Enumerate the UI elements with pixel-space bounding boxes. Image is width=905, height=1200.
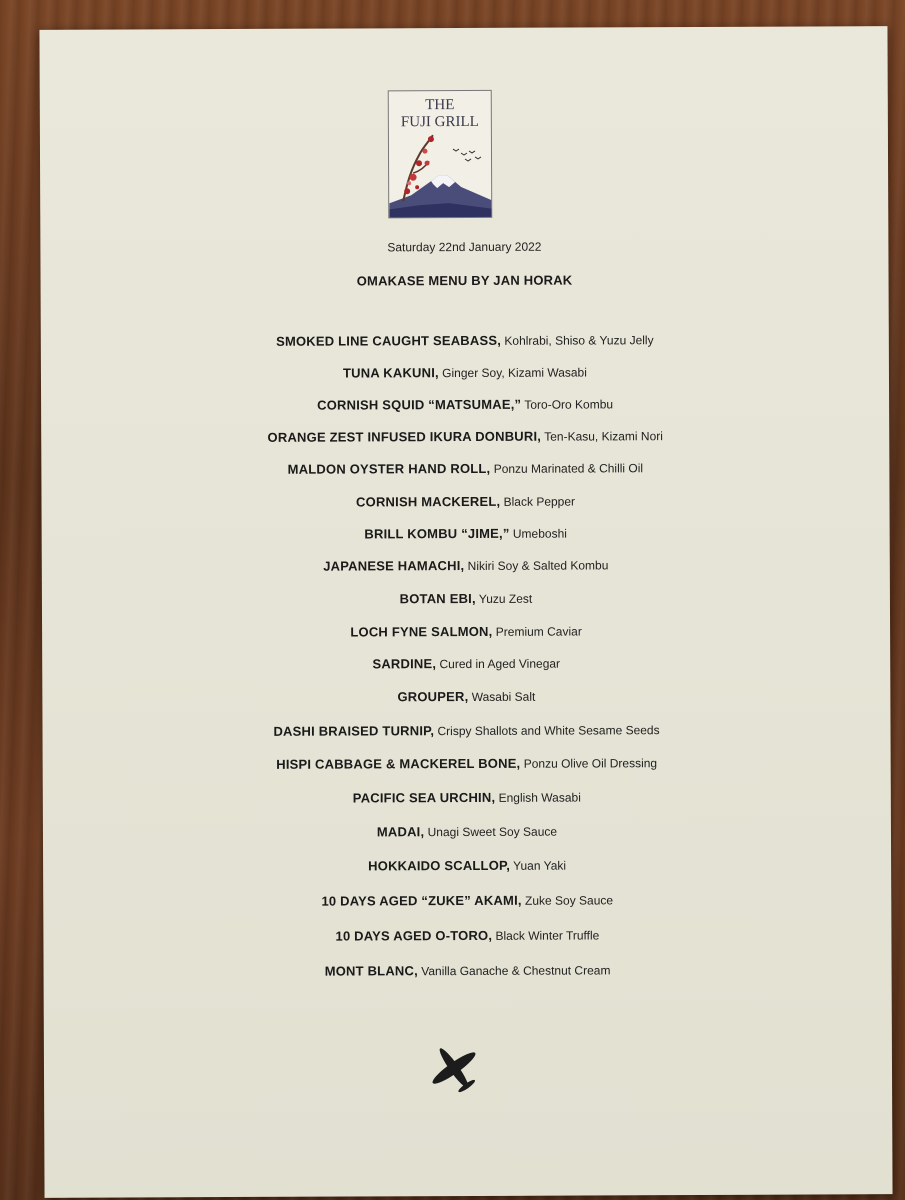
course-item <box>41 459 889 478</box>
course-description: Wasabi Salt <box>468 689 536 704</box>
course-dish: BOTAN EBI, <box>399 590 476 607</box>
course-item <box>41 492 889 511</box>
course-item <box>42 556 890 575</box>
course-item <box>42 654 890 673</box>
course-description: Ponzu Olive Oil Dressing <box>520 756 658 771</box>
course-dish: LOCH FYNE SALMON, <box>350 623 493 640</box>
course-description: Ponzu Marinated & Chilli Oil <box>490 461 644 476</box>
course-description: Crispy Shallots and White Sesame Seeds <box>434 723 660 739</box>
course-dish: MADAI, <box>376 824 425 840</box>
course-dish: PACIFIC SEA URCHIN, <box>352 789 496 806</box>
course-description: Vanilla Ganache & Chestnut Cream <box>417 963 611 979</box>
course-dish: 10 DAYS AGED O-TORO, <box>335 927 493 944</box>
course-dish: HISPI CABBAGE & MACKEREL BONE, <box>276 755 521 772</box>
course-item <box>41 331 889 350</box>
course-description: Toro-Oro Kombu <box>521 397 614 412</box>
course-dish: 10 DAYS AGED “ZUKE” AKAMI, <box>321 892 522 909</box>
course-item <box>43 926 891 945</box>
restaurant-logo <box>388 90 493 218</box>
course-description: Yuan Yaki <box>509 858 567 873</box>
course-description: Ten-Kasu, Kizami Nori <box>541 429 663 444</box>
course-description: Cured in Aged Vinegar <box>436 656 561 672</box>
course-description: Black Pepper <box>500 494 576 509</box>
course-dish: GROUPER, <box>397 688 469 705</box>
course-dish: MALDON OYSTER HAND ROLL, <box>287 460 491 477</box>
course-description: Unagi Sweet Soy Sauce <box>424 824 558 840</box>
course-description: Umeboshi <box>509 526 567 541</box>
course-dish: HOKKAIDO SCALLOP, <box>368 857 511 874</box>
course-item <box>44 961 892 980</box>
course-description: Yuzu Zest <box>475 591 533 606</box>
course-item <box>42 524 890 543</box>
course-list <box>41 331 889 979</box>
course-item <box>42 721 890 740</box>
course-dish: ORANGE ZEST INFUSED IKURA DONBURI, <box>267 428 542 445</box>
course-dish: SARDINE, <box>372 656 437 672</box>
course-dish: CORNISH SQUID “MATSUMAE,” <box>317 396 522 413</box>
course-item <box>42 622 890 641</box>
course-dish: SMOKED LINE CAUGHT SEABASS, <box>276 332 502 349</box>
course-description: Zuke Soy Sauce <box>521 893 614 908</box>
course-description: Ginger Soy, Kizami Wasabi <box>438 365 587 381</box>
course-description: Premium Caviar <box>492 624 582 639</box>
course-item <box>43 788 891 807</box>
course-dish: CORNISH MACKEREL, <box>356 493 501 510</box>
logo-title-line1: THE <box>425 97 455 114</box>
spitfire-plane-icon <box>424 1040 484 1096</box>
course-item <box>43 822 891 841</box>
menu-heading: OMAKASE MENU BY JAN HORAK <box>356 272 573 289</box>
course-item <box>42 687 890 706</box>
logo-title-line2: FUJI GRILL <box>400 113 479 131</box>
course-item <box>41 363 889 382</box>
course-dish: TUNA KAKUNI, <box>342 365 439 381</box>
menu-date: Saturday 22nd January 2022 <box>387 239 542 255</box>
course-dish: BRILL KOMBU “JIME,” <box>364 525 510 542</box>
menu-card <box>39 26 892 1198</box>
course-dish: MONT BLANC, <box>324 963 418 979</box>
course-item <box>43 856 891 875</box>
course-description: Kohlrabi, Shiso & Yuzu Jelly <box>501 333 654 348</box>
course-item <box>41 427 889 446</box>
course-dish: DASHI BRAISED TURNIP, <box>273 723 435 739</box>
course-description: Nikiri Soy & Salted Kombu <box>464 558 609 574</box>
course-item <box>42 589 890 608</box>
course-item <box>43 754 891 773</box>
course-description: Black Winter Truffle <box>492 928 600 943</box>
course-dish: JAPANESE HAMACHI, <box>323 558 465 574</box>
course-item <box>43 891 891 910</box>
course-item <box>41 395 889 414</box>
course-description: English Wasabi <box>495 790 581 805</box>
